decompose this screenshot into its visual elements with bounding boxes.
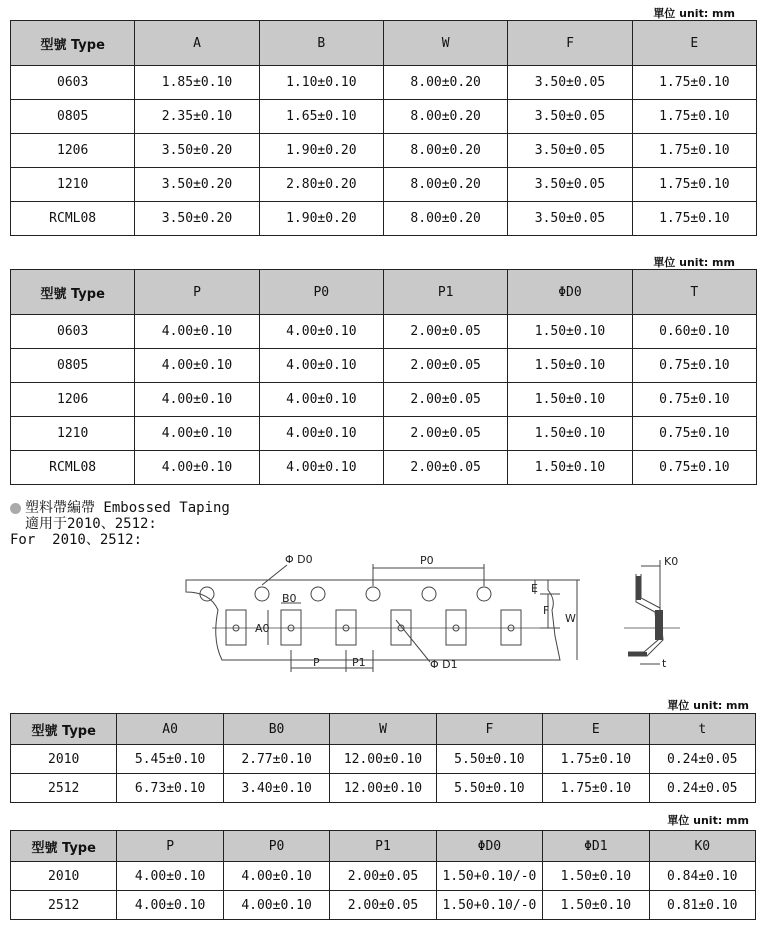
column-header: P1 [330, 831, 436, 862]
value-cell: 3.50±0.20 [135, 202, 259, 236]
value-cell: 1.75±0.10 [543, 774, 649, 803]
table-row [11, 774, 756, 803]
column-header: ΦD0 [508, 270, 632, 315]
value-cell: 1.75±0.10 [632, 66, 756, 100]
value-cell: 3.50±0.05 [508, 66, 632, 100]
label-d1: Φ D1 [430, 658, 458, 671]
type-cell: 2512 [11, 891, 117, 920]
value-cell: 5.50±0.10 [436, 745, 542, 774]
unit-label-4: 單位 unit: mm [667, 814, 749, 827]
type-cell: 1210 [11, 417, 135, 451]
column-header: W [330, 714, 436, 745]
value-cell: 1.85±0.10 [135, 66, 259, 100]
value-cell: 1.75±0.10 [632, 134, 756, 168]
value-cell: 0.24±0.05 [649, 745, 755, 774]
type-cell: 1206 [11, 383, 135, 417]
value-cell: 1.50±0.10 [543, 891, 649, 920]
column-header: ΦD0 [436, 831, 542, 862]
spec-table-2 [10, 269, 757, 485]
value-cell: 1.75±0.10 [632, 168, 756, 202]
column-header: 型號 Type [11, 831, 117, 862]
type-cell: 0603 [11, 66, 135, 100]
type-cell: RCML08 [11, 202, 135, 236]
column-header: B0 [223, 714, 329, 745]
value-cell: 1.50±0.10 [508, 383, 632, 417]
value-cell: 0.24±0.05 [649, 774, 755, 803]
value-cell: 0.60±0.10 [632, 315, 756, 349]
column-header: P0 [259, 270, 383, 315]
value-cell: 1.90±0.20 [259, 202, 383, 236]
value-cell: 12.00±0.10 [330, 774, 436, 803]
table-row [11, 66, 757, 100]
value-cell: 8.00±0.20 [383, 168, 507, 202]
value-cell: 6.73±0.10 [117, 774, 223, 803]
column-header: E [543, 714, 649, 745]
spec-table-1 [10, 20, 757, 236]
value-cell: 8.00±0.20 [383, 202, 507, 236]
section-line-en: For 2010、2512: [10, 532, 143, 548]
label-t: t [662, 657, 667, 670]
value-cell: 3.50±0.05 [508, 202, 632, 236]
value-cell: 4.00±0.10 [259, 315, 383, 349]
column-header: P1 [383, 270, 507, 315]
unit-label-1: 單位 unit: mm [653, 7, 735, 20]
table-header-row [11, 21, 757, 66]
column-header: A0 [117, 714, 223, 745]
value-cell: 4.00±0.10 [135, 315, 259, 349]
label-w: W [565, 612, 576, 625]
column-header: W [383, 21, 507, 66]
value-cell: 2.00±0.05 [383, 451, 507, 485]
table-row [11, 168, 757, 202]
value-cell: 1.50±0.10 [508, 315, 632, 349]
value-cell: 5.45±0.10 [117, 745, 223, 774]
label-d0: Φ D0 [285, 553, 313, 566]
value-cell: 2.35±0.10 [135, 100, 259, 134]
column-header: 型號 Type [11, 270, 135, 315]
column-header: ΦD1 [543, 831, 649, 862]
type-cell: 0805 [11, 349, 135, 383]
value-cell: 0.75±0.10 [632, 417, 756, 451]
column-header: K0 [649, 831, 755, 862]
column-header: 型號 Type [11, 714, 117, 745]
value-cell: 2.00±0.05 [383, 383, 507, 417]
type-cell: 1206 [11, 134, 135, 168]
value-cell: 2.00±0.05 [383, 349, 507, 383]
column-header: B [259, 21, 383, 66]
table-row [11, 451, 757, 485]
value-cell: 1.65±0.10 [259, 100, 383, 134]
table-row [11, 315, 757, 349]
label-a0: A0 [255, 622, 270, 635]
spec-table-3 [10, 713, 756, 803]
value-cell: 12.00±0.10 [330, 745, 436, 774]
bullet-icon [10, 503, 21, 514]
value-cell: 4.00±0.10 [259, 451, 383, 485]
column-header: P [117, 831, 223, 862]
value-cell: 2.00±0.05 [330, 891, 436, 920]
value-cell: 1.75±0.10 [632, 100, 756, 134]
value-cell: 1.10±0.10 [259, 66, 383, 100]
value-cell: 1.50+0.10/-0 [436, 891, 542, 920]
label-e: E [531, 582, 538, 595]
value-cell: 1.75±0.10 [543, 745, 649, 774]
value-cell: 3.50±0.20 [135, 168, 259, 202]
type-cell: 0603 [11, 315, 135, 349]
value-cell: 3.50±0.05 [508, 134, 632, 168]
value-cell: 2.77±0.10 [223, 745, 329, 774]
value-cell: 1.50±0.10 [508, 417, 632, 451]
value-cell: 1.90±0.20 [259, 134, 383, 168]
value-cell: 3.50±0.05 [508, 100, 632, 134]
value-cell: 2.00±0.05 [383, 315, 507, 349]
column-header: E [632, 21, 756, 66]
type-cell: 2010 [11, 862, 117, 891]
unit-label-3: 單位 unit: mm [667, 699, 749, 712]
value-cell: 4.00±0.10 [135, 349, 259, 383]
value-cell: 8.00±0.20 [383, 134, 507, 168]
embossed-tape-diagram [0, 540, 775, 680]
table-header-row [11, 831, 756, 862]
value-cell: 0.75±0.10 [632, 349, 756, 383]
type-cell: 0805 [11, 100, 135, 134]
value-cell: 2.80±0.20 [259, 168, 383, 202]
table-row [11, 383, 757, 417]
table-row [11, 202, 757, 236]
column-header: 型號 Type [11, 21, 135, 66]
table-row [11, 417, 757, 451]
value-cell: 1.50±0.10 [543, 862, 649, 891]
value-cell: 2.00±0.05 [330, 862, 436, 891]
table-row [11, 100, 757, 134]
value-cell: 4.00±0.10 [259, 417, 383, 451]
value-cell: 1.50+0.10/-0 [436, 862, 542, 891]
label-b0: B0 [282, 592, 297, 605]
type-cell: 2512 [11, 774, 117, 803]
label-p0: P0 [420, 554, 434, 567]
value-cell: 1.50±0.10 [508, 349, 632, 383]
table-row [11, 862, 756, 891]
label-k0: K0 [664, 555, 679, 568]
value-cell: 8.00±0.20 [383, 66, 507, 100]
value-cell: 5.50±0.10 [436, 774, 542, 803]
value-cell: 4.00±0.10 [135, 383, 259, 417]
value-cell: 4.00±0.10 [223, 862, 329, 891]
column-header: P0 [223, 831, 329, 862]
table-row [11, 891, 756, 920]
value-cell: 4.00±0.10 [135, 417, 259, 451]
value-cell: 0.75±0.10 [632, 383, 756, 417]
value-cell: 4.00±0.10 [117, 862, 223, 891]
table-row [11, 745, 756, 774]
value-cell: 1.50±0.10 [508, 451, 632, 485]
value-cell: 0.84±0.10 [649, 862, 755, 891]
column-header: F [436, 714, 542, 745]
column-header: A [135, 21, 259, 66]
spec-table-4 [10, 830, 756, 920]
table-header-row [11, 714, 756, 745]
column-header: T [632, 270, 756, 315]
value-cell: 4.00±0.10 [135, 451, 259, 485]
table-row [11, 134, 757, 168]
column-header: P [135, 270, 259, 315]
type-cell: 2010 [11, 745, 117, 774]
label-p1: P1 [352, 656, 366, 669]
value-cell: 0.75±0.10 [632, 451, 756, 485]
value-cell: 4.00±0.10 [259, 383, 383, 417]
table-row [11, 349, 757, 383]
section-title: 塑料帶編帶 Embossed Taping [25, 500, 230, 516]
value-cell: 8.00±0.20 [383, 100, 507, 134]
value-cell: 4.00±0.10 [223, 891, 329, 920]
value-cell: 4.00±0.10 [117, 891, 223, 920]
type-cell: RCML08 [11, 451, 135, 485]
column-header: t [649, 714, 755, 745]
value-cell: 2.00±0.05 [383, 417, 507, 451]
value-cell: 3.50±0.05 [508, 168, 632, 202]
section-line-zh: 適用于2010、2512: [25, 516, 157, 532]
label-f: F [543, 604, 550, 617]
column-header: F [508, 21, 632, 66]
value-cell: 3.50±0.20 [135, 134, 259, 168]
label-p: P [313, 656, 320, 669]
type-cell: 1210 [11, 168, 135, 202]
value-cell: 3.40±0.10 [223, 774, 329, 803]
value-cell: 0.81±0.10 [649, 891, 755, 920]
unit-label-2: 單位 unit: mm [653, 256, 735, 269]
table-header-row [11, 270, 757, 315]
value-cell: 4.00±0.10 [259, 349, 383, 383]
value-cell: 1.75±0.10 [632, 202, 756, 236]
